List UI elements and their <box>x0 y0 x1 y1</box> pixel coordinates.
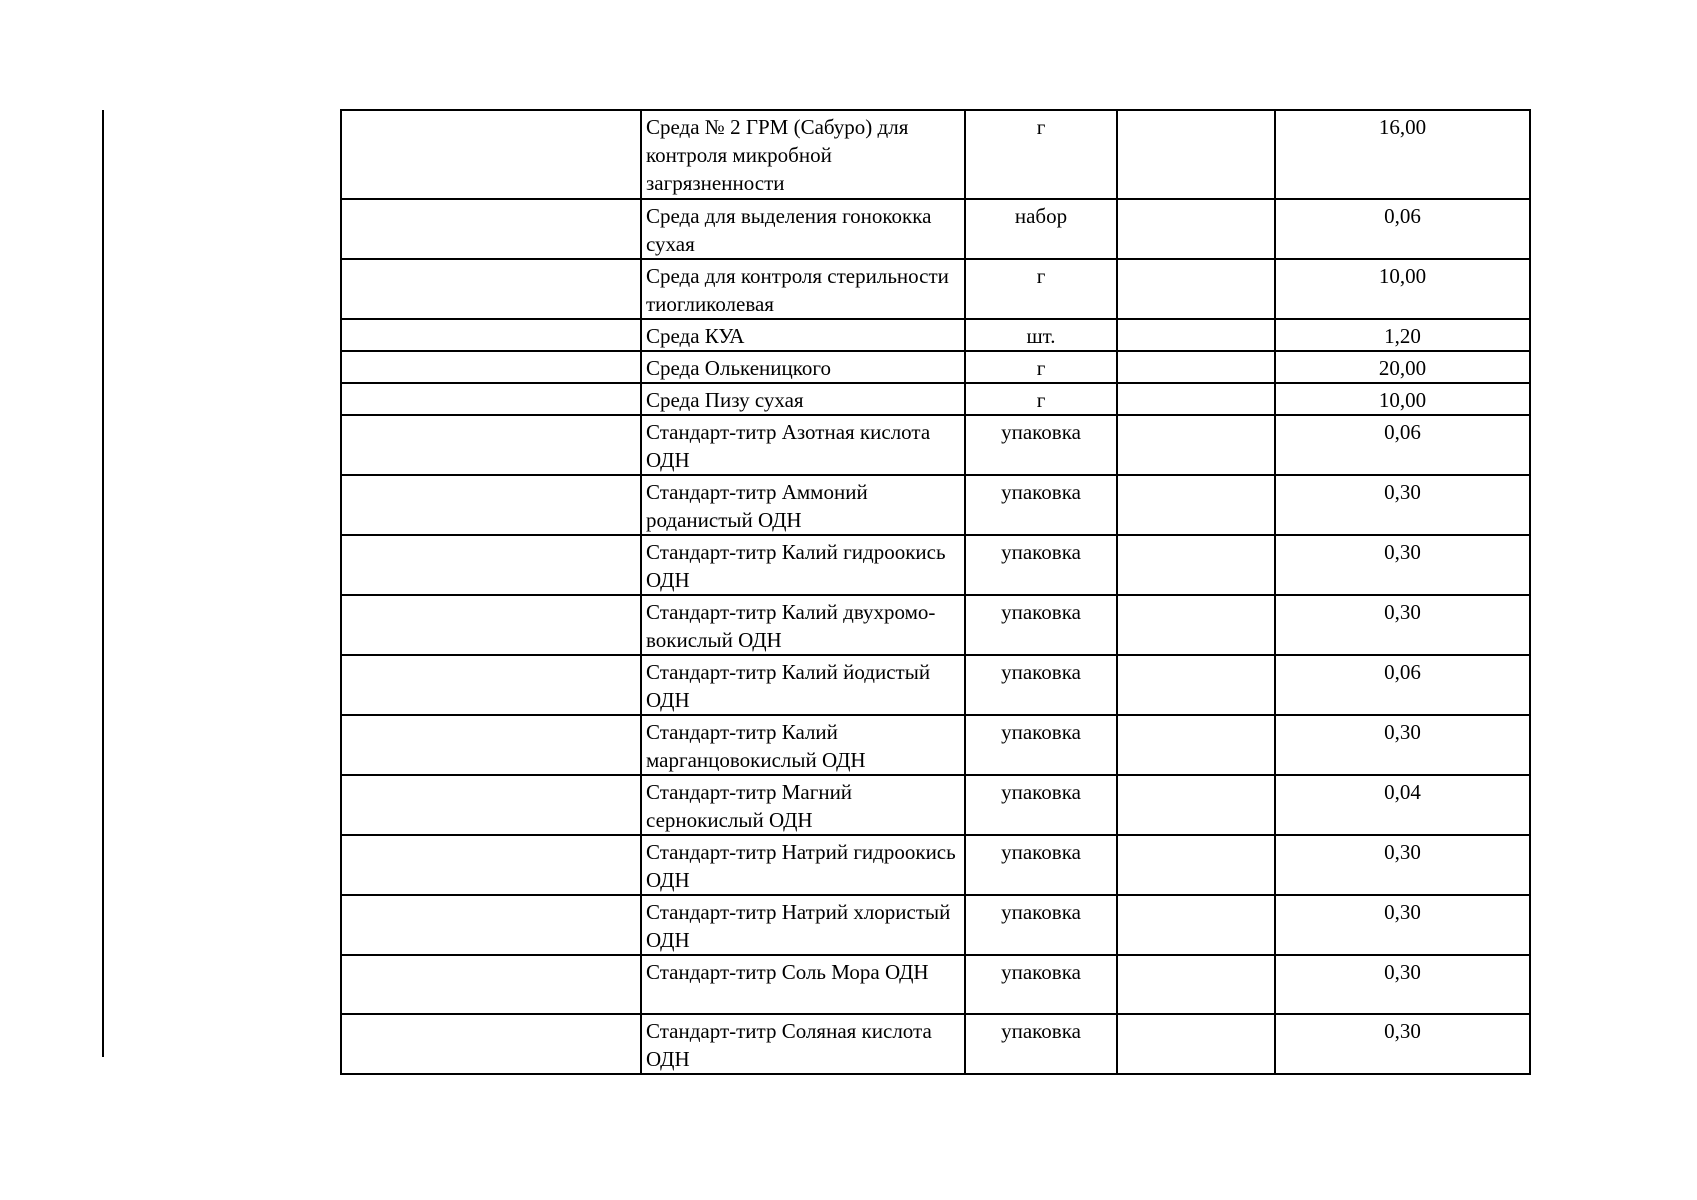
empty-cell <box>341 475 641 535</box>
empty-cell <box>1117 110 1275 199</box>
unit-cell: шт. <box>965 319 1117 351</box>
empty-cell <box>341 775 641 835</box>
empty-cell <box>1117 895 1275 955</box>
empty-cell <box>341 351 641 383</box>
table-row <box>341 415 1530 475</box>
empty-cell <box>341 655 641 715</box>
unit-cell: упаковка <box>965 655 1117 715</box>
empty-cell <box>1117 775 1275 835</box>
table-row <box>341 259 1530 319</box>
quantity-cell: 0,30 <box>1275 895 1530 955</box>
item-name-cell: Стандарт-титр Калий гидроокись ОДН <box>641 535 965 595</box>
table-body <box>341 110 1530 1074</box>
quantity-cell: 0,30 <box>1275 715 1530 775</box>
empty-cell <box>341 835 641 895</box>
table-row <box>341 715 1530 775</box>
unit-cell: упаковка <box>965 835 1117 895</box>
empty-cell <box>341 955 641 1014</box>
empty-cell <box>341 715 641 775</box>
item-name-cell: Стандарт-титр Азотная кислота ОДН <box>641 415 965 475</box>
unit-cell: упаковка <box>965 595 1117 655</box>
table-row <box>341 1014 1530 1074</box>
empty-cell <box>1117 655 1275 715</box>
unit-cell: упаковка <box>965 955 1117 1014</box>
quantity-cell: 0,30 <box>1275 475 1530 535</box>
empty-cell <box>1117 383 1275 415</box>
empty-cell <box>1117 535 1275 595</box>
unit-cell: упаковка <box>965 475 1117 535</box>
empty-cell <box>1117 835 1275 895</box>
empty-cell <box>341 1014 641 1074</box>
empty-cell <box>1117 351 1275 383</box>
item-name-cell: Стандарт-титр Магний сернокислый ОДН <box>641 775 965 835</box>
unit-cell: упаковка <box>965 775 1117 835</box>
empty-cell <box>1117 1014 1275 1074</box>
unit-cell: г <box>965 351 1117 383</box>
table-row <box>341 475 1530 535</box>
empty-cell <box>1117 595 1275 655</box>
empty-cell <box>341 415 641 475</box>
quantity-cell: 0,30 <box>1275 955 1530 1014</box>
empty-cell <box>1117 715 1275 775</box>
unit-cell: упаковка <box>965 715 1117 775</box>
quantity-cell: 16,00 <box>1275 110 1530 199</box>
unit-cell: набор <box>965 199 1117 259</box>
quantity-cell: 10,00 <box>1275 383 1530 415</box>
quantity-cell: 0,06 <box>1275 199 1530 259</box>
empty-cell <box>341 595 641 655</box>
table-row <box>341 595 1530 655</box>
table-row <box>341 535 1530 595</box>
item-name-cell: Стандарт-титр Калий марганцовокислый ОДН <box>641 715 965 775</box>
table-row <box>341 199 1530 259</box>
item-name-cell: Стандарт-титр Калий йодистый ОДН <box>641 655 965 715</box>
table-row <box>341 835 1530 895</box>
unit-cell: упаковка <box>965 415 1117 475</box>
item-name-cell: Среда № 2 ГРМ (Сабуро) для контроля микробной загрязненности <box>641 110 965 199</box>
unit-cell: г <box>965 259 1117 319</box>
table-row <box>341 110 1530 199</box>
empty-cell <box>341 383 641 415</box>
item-name-cell: Стандарт-титр Аммоний роданистый ОДН <box>641 475 965 535</box>
empty-cell <box>341 319 641 351</box>
empty-cell <box>341 110 641 199</box>
empty-cell <box>341 259 641 319</box>
quantity-cell: 0,30 <box>1275 1014 1530 1074</box>
left-margin-rule <box>102 110 104 1057</box>
item-name-cell: Стандарт-титр Калий двухромо-вокислый ОДН <box>641 595 965 655</box>
quantity-cell: 0,30 <box>1275 595 1530 655</box>
unit-cell: г <box>965 110 1117 199</box>
quantity-cell: 0,06 <box>1275 415 1530 475</box>
empty-cell <box>1117 415 1275 475</box>
table-row <box>341 319 1530 351</box>
item-name-cell: Среда КУА <box>641 319 965 351</box>
empty-cell <box>1117 955 1275 1014</box>
table-row <box>341 383 1530 415</box>
unit-cell: упаковка <box>965 895 1117 955</box>
item-name-cell: Среда Пизу сухая <box>641 383 965 415</box>
unit-cell: г <box>965 383 1117 415</box>
item-name-cell: Среда для выделения гонококка сухая <box>641 199 965 259</box>
table-row <box>341 895 1530 955</box>
table-row <box>341 775 1530 835</box>
empty-cell <box>1117 475 1275 535</box>
empty-cell <box>1117 319 1275 351</box>
quantity-cell: 0,06 <box>1275 655 1530 715</box>
item-name-cell: Стандарт-титр Натрий хлористый ОДН <box>641 895 965 955</box>
table-row <box>341 655 1530 715</box>
materials-table <box>340 109 1531 1075</box>
item-name-cell: Стандарт-титр Соль Мора ОДН <box>641 955 965 1014</box>
quantity-cell: 0,04 <box>1275 775 1530 835</box>
item-name-cell: Среда для контроля стерильности тиогликолевая <box>641 259 965 319</box>
empty-cell <box>341 535 641 595</box>
table-row <box>341 351 1530 383</box>
table-row <box>341 955 1530 1014</box>
item-name-cell: Стандарт-титр Натрий гидроокись ОДН <box>641 835 965 895</box>
quantity-cell: 0,30 <box>1275 535 1530 595</box>
empty-cell <box>1117 199 1275 259</box>
empty-cell <box>341 895 641 955</box>
item-name-cell: Стандарт-титр Соляная кислота ОДН <box>641 1014 965 1074</box>
unit-cell: упаковка <box>965 535 1117 595</box>
quantity-cell: 10,00 <box>1275 259 1530 319</box>
unit-cell: упаковка <box>965 1014 1117 1074</box>
quantity-cell: 1,20 <box>1275 319 1530 351</box>
quantity-cell: 20,00 <box>1275 351 1530 383</box>
empty-cell <box>341 199 641 259</box>
empty-cell <box>1117 259 1275 319</box>
item-name-cell: Среда Олькеницкого <box>641 351 965 383</box>
quantity-cell: 0,30 <box>1275 835 1530 895</box>
